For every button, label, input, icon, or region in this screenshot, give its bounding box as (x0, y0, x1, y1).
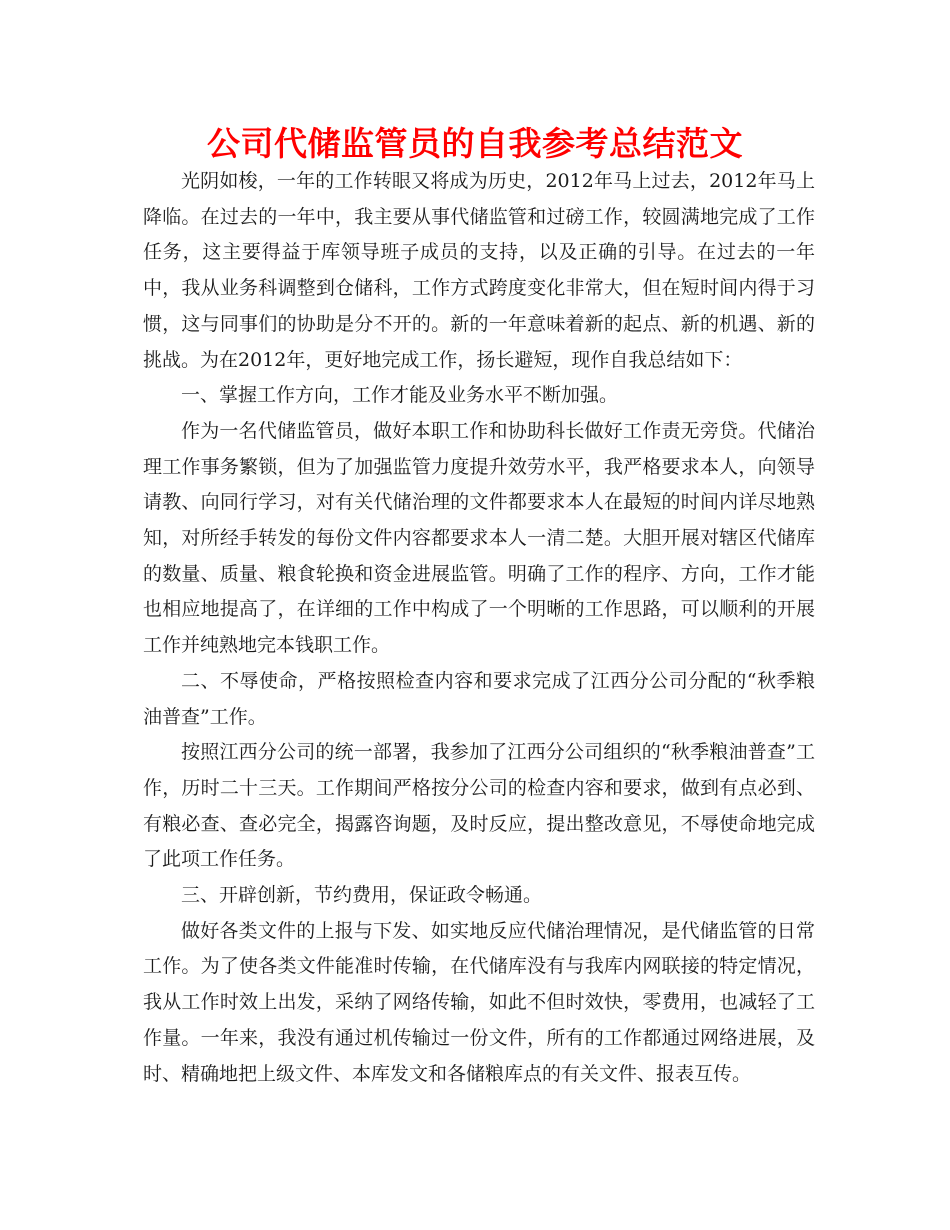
paragraph-intro: 光阴如梭，一年的工作转眼又将成为历史，2012年马上过去，2012年马上降临。在过去的一年中，我主要从事代储监管和过磅工作，较圆满地完成了工作任务，这主要得益于库领导班子成员的支持，以及正确的引导。在过去的一年中，我从业务科调整到仓储科，工作方式跨度变化非常大，但在短时间内得于习惯，这与同事们的协助是分不开的。新的一年意味着新的起点、新的机遇、新的挑战。为在2012年，更好地完成工作，扬长避短，现作自我总结如下： (143, 170, 815, 371)
paragraph-section-3: 做好各类文件的上报与下发、如实地反应代储治理情况，是代储监管的日常工作。为了使各类文件能准时传输，在代储库没有与我库内网联接的特定情况，我从工作时效上出发，采纳了网络传输，如此不但时效快，零费用，也减轻了工作量。一年来，我没有通过机传输过一份文件，所有的工作都通过网络进展，及时、精确地把上级文件、本库发文和各储粮库点的有关文件、报表互传。 (143, 919, 815, 1085)
section-heading-3: 三、开辟创新，节约费用，保证政令畅通。 (181, 884, 543, 907)
section-heading-2: 二、不辱使命，严格按照检查内容和要求完成了江西分公司分配的“秋季粮油普查”工作。 (143, 669, 815, 728)
document-body (143, 164, 815, 1092)
section-heading-1: 一、掌握工作方向，工作才能及业务水平不断加强。 (181, 384, 619, 407)
paragraph-section-1: 作为一名代储监管员，做好本职工作和协助科长做好工作责无旁贷。代储治理工作事务繁锁，但为了加强监管力度提升效劳水平，我严格要求本人，向领导请教、向同行学习，对有关代储治理的文件都要求本人在最短的时间内详尽地熟知，对所经手转发的每份文件内容都要求本人一清二楚。大胆开展对辖区代储库的数量、质量、粮食轮换和资金进展监管。明确了工作的程序、方向，工作才能也相应地提高了，在详细的工作中构成了一个明晰的工作思路，可以顺利的开展工作并纯熟地完本钱职工作。 (143, 419, 815, 657)
document-title: 公司代储监管员的自我参考总结范文 (207, 124, 743, 163)
paragraph-section-2: 按照江西分公司的统一部署，我参加了江西分公司组织的“秋季粮油普查”工作，历时二十三天。工作期间严格按分公司的检查内容和要求，做到有点必到、有粮必查、查必完全，揭露咨询题，及时反应，提出整改意见，不辱使命地完成了此项工作任务。 (143, 741, 815, 871)
